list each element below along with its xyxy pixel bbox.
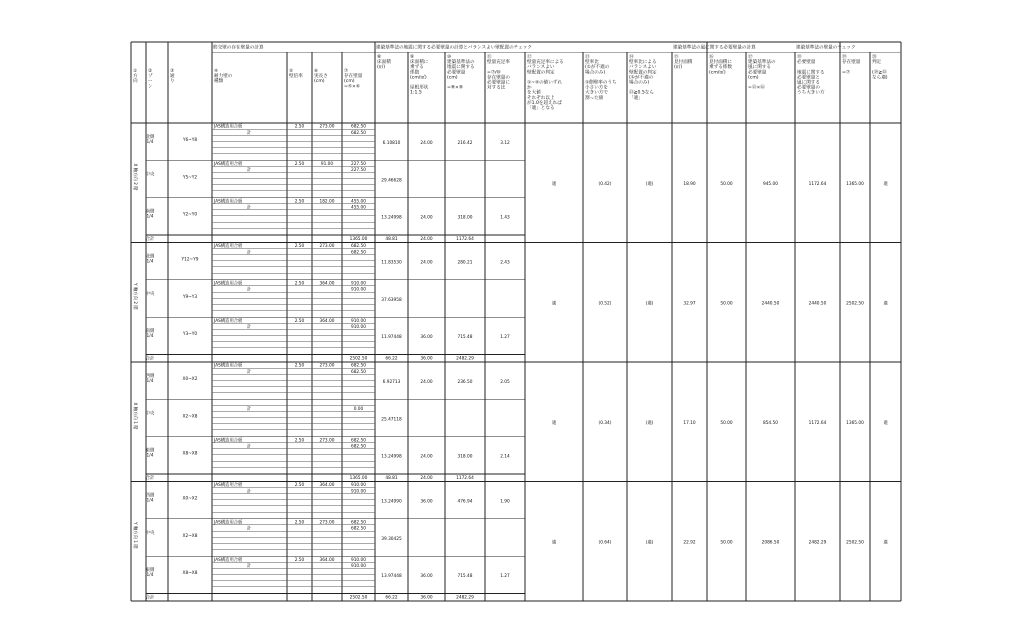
header-c18: 地震に関する: [797, 70, 825, 76]
total-wall-cell: 1365.00: [349, 236, 368, 242]
zone-name: 1/4: [146, 573, 154, 579]
axis-line-label: X8~X8: [182, 451, 198, 457]
header-c19: ⑲: [842, 55, 847, 60]
header-c18: うち大きい方: [797, 90, 825, 96]
axis-line-label: X0~X2: [182, 377, 198, 382]
header-c1: 方: [133, 74, 138, 80]
zone-name: 東側: [145, 448, 155, 454]
header-c14: ⑭: [629, 55, 634, 60]
required-max-cell: 2482.29: [808, 540, 827, 546]
wall-amount-cell: 682.50: [350, 124, 367, 130]
subtotal-label: 計: [246, 407, 252, 413]
header-c10: (cm): [447, 75, 458, 81]
zone-name: 中央: [145, 172, 155, 178]
subtotal-label: 計: [246, 526, 252, 532]
subtotal-cell: 0.00: [353, 407, 364, 413]
header-c1: 向: [133, 79, 138, 85]
header-c6: (cm): [314, 79, 325, 85]
header-c16: (cm/㎡): [709, 70, 726, 76]
front-area-cell: 32.97: [683, 301, 696, 307]
wall-ratio-cell: (0.34): [598, 421, 612, 426]
coef-cell: 36.00: [420, 335, 433, 341]
final-judge-cell: 適: [883, 182, 888, 187]
header-c18: 必要壁量の: [797, 85, 820, 91]
header-c5: 壁倍率: [289, 74, 303, 80]
wall-type-cell: JAS構造用合板: [214, 124, 243, 130]
multiplier-cell: 2.50: [294, 199, 305, 205]
header-c14: 壁率比による: [629, 60, 657, 66]
floor-area-cell: 6.92713: [382, 380, 401, 385]
header-c12: それぞれ以上: [527, 95, 555, 101]
header-c12: を大値: [527, 90, 541, 96]
required-cell: 216.42: [457, 141, 473, 146]
header-c13: 場合のみ): [585, 70, 606, 76]
header-c13: 小さい方を: [585, 85, 608, 91]
header-c11: 存在壁量の: [487, 75, 510, 81]
coef-cell: 24.00: [420, 141, 433, 146]
ratio-cell: 3.12: [500, 141, 510, 146]
total-area-cell: 66.22: [385, 595, 398, 601]
floor-area-cell: 29.46628: [381, 178, 402, 184]
header-c11: 壁量充足率: [487, 60, 510, 66]
wall-type-cell: JAS構造用合板: [214, 483, 243, 489]
header-c12: ⑫: [527, 55, 532, 60]
header-c16: 見付面積に: [709, 60, 732, 66]
axis-line-label: X0~X2: [182, 496, 198, 502]
header-c3: ③: [170, 69, 175, 74]
subtotal-cell: 910.00: [350, 489, 367, 495]
zone-name: 中央: [145, 411, 155, 417]
header-c10: 地震に関する: [447, 65, 475, 71]
header-c7: (cm): [344, 79, 355, 85]
header-c9: 床面積に: [410, 60, 429, 66]
header-c9: 係数: [410, 70, 420, 76]
header-c14: 場合のみ): [629, 80, 650, 86]
required-cell: 715.48: [457, 335, 473, 341]
wall-type-cell: JAS構造用合板: [214, 520, 243, 526]
floor-area-cell: 11.83530: [381, 260, 402, 266]
header-c12: 壁配置の判定: [527, 70, 555, 76]
total-coef-cell: 24.00: [420, 475, 433, 481]
subtotal-cell: 910.00: [350, 287, 367, 293]
subtotal-label: 計: [246, 130, 252, 136]
header-c8: 床面積: [377, 60, 391, 66]
wall-ratio-cell: (0.64): [598, 540, 612, 546]
header-c9: 1:1.5: [410, 90, 422, 96]
wall-type-cell: JAS構造用合板: [214, 438, 243, 444]
subtotal-label: 計: [246, 444, 252, 450]
wind-coef-cell: 50.00: [720, 421, 733, 426]
zone-name: 1/4: [146, 334, 154, 340]
total-required-cell: 2482.29: [456, 595, 474, 601]
length-cell: 273.00: [319, 520, 335, 526]
header-c17: (cm): [748, 75, 759, 81]
zone-name: 1/4: [146, 453, 154, 459]
ratio-cell: 1.43: [500, 215, 510, 221]
final-judge-cell: 適: [883, 540, 888, 546]
wall-ratio-cell: (0.42): [598, 182, 612, 187]
ratio-judge-cell: (適): [645, 182, 654, 187]
total-label: 合計: [145, 595, 155, 601]
header-c13: 大きい方で: [585, 90, 608, 96]
length-cell: 364.00: [319, 483, 335, 489]
subtotal-label: 計: [246, 168, 252, 174]
header-c18: ⑱: [797, 55, 802, 60]
subtotal-cell: 910.00: [350, 563, 367, 569]
floor-area-cell: 6.10810: [382, 141, 401, 146]
header-c7: 存在壁量: [344, 74, 363, 80]
balance-judge-cell: 適: [551, 421, 557, 426]
header-c17: ⑰: [748, 55, 753, 60]
ratio-judge-cell: (適): [645, 301, 654, 307]
required-max-cell: 1172.64: [808, 182, 827, 187]
zone-name: 西側: [145, 374, 155, 379]
length-cell: 273.00: [319, 124, 335, 130]
coef-cell: 24.00: [420, 380, 433, 385]
zone-name: 1/4: [146, 214, 154, 220]
length-cell: 182.00: [319, 199, 335, 205]
header-c8: (㎡): [377, 65, 386, 71]
wall-amount-cell: 455.00: [350, 199, 367, 205]
header-c14: (①が不適の: [629, 75, 654, 81]
floor-area-cell: 11.97448: [381, 335, 402, 341]
total-coef-cell: 24.00: [420, 236, 433, 242]
header-c12: か: [527, 85, 532, 91]
coef-cell: 36.00: [420, 499, 433, 505]
required-max-cell: 1172.64: [808, 421, 827, 426]
zone-name: 南側: [145, 209, 155, 215]
direction-label: Y 軸方向 2 階: [132, 283, 137, 310]
zone-name: 中央: [145, 291, 155, 297]
wind-required-cell: 2440.50: [761, 301, 780, 307]
header-c15: 見付面積: [674, 60, 693, 66]
header-c4: ④: [214, 69, 219, 74]
header-c16: ⑯: [709, 55, 714, 60]
balance-judge-cell: 適: [551, 301, 557, 307]
total-required-cell: 1172.64: [456, 475, 474, 481]
total-label: 合計: [145, 475, 155, 481]
header-c3: 通: [170, 74, 175, 80]
subtotal-label: 計: [246, 489, 252, 495]
wall-type-cell: JAS構造用合板: [214, 557, 243, 563]
header-c6: 実長さ: [314, 74, 328, 80]
length-cell: 273.00: [319, 363, 335, 369]
total-label: 合計: [145, 356, 155, 362]
header-c17: 建築基準法の: [748, 60, 776, 66]
direction-label: X 軸方向 1 階: [132, 402, 137, 430]
header-c10: 建築基準法の: [447, 60, 475, 66]
zone-name: 中央: [145, 530, 155, 536]
header-c15: ⑮: [674, 55, 679, 60]
subtotal-label: 計: [246, 250, 252, 256]
zone-name: 北側: [145, 135, 155, 140]
multiplier-cell: 2.50: [294, 318, 305, 324]
floor-area-cell: 13.24998: [381, 454, 402, 460]
final-judge-cell: 適: [883, 301, 888, 307]
header-c17: =⑮×⑯: [748, 85, 765, 91]
total-required-cell: 1172.64: [456, 236, 474, 242]
ratio-cell: 2.05: [500, 380, 510, 385]
header-c19: 存在壁量: [842, 60, 861, 66]
wall-type-cell: JAS構造用合板: [214, 199, 243, 205]
required-cell: 715.48: [457, 574, 473, 580]
header-group-title: 建築基準法の壁量のチェック: [796, 45, 856, 51]
header-c2: ゾ: [148, 74, 153, 80]
subtotal-cell: 227.50: [350, 168, 367, 174]
subtotal-cell: 682.50: [350, 444, 367, 450]
front-area-cell: 22.92: [683, 540, 696, 546]
length-cell: 364.00: [319, 318, 335, 324]
total-wall-cell: 2502.50: [349, 595, 368, 601]
header-c8: ⑧: [377, 55, 382, 60]
required-cell: 476.94: [457, 499, 473, 505]
zone-name: 西側: [145, 493, 155, 499]
floor-area-cell: 37.63958: [381, 297, 402, 303]
balance-judge-cell: 適: [551, 182, 557, 187]
header-c9: 乗ずる: [410, 65, 424, 71]
ratio-judge-cell: (適): [645, 540, 654, 546]
header-c20: ⑳: [872, 55, 877, 60]
axis-line-label: Y12~Y9: [181, 257, 199, 263]
header-c17: 風に関する: [748, 65, 771, 71]
wall-ratio-cell: (0.52): [598, 301, 612, 307]
axis-line-label: Y5~Y2: [182, 175, 198, 181]
header-c12: バランスよい: [527, 65, 555, 71]
total-area-cell: 48.81: [385, 475, 398, 481]
existing-wall-cell: 1365.00: [846, 182, 864, 187]
length-cell: 273.00: [319, 438, 335, 444]
total-coef-cell: 36.00: [420, 595, 433, 601]
header-c12: ①~④の値いずれ: [527, 80, 563, 86]
required-max-cell: 2440.50: [808, 301, 827, 307]
wall-amount-cell: 227.50: [350, 162, 367, 167]
table-grid: [131, 42, 901, 601]
wind-coef-cell: 50.00: [720, 301, 733, 307]
multiplier-cell: 2.50: [294, 557, 305, 563]
subtotal-label: 計: [246, 205, 252, 211]
wind-coef-cell: 50.00: [720, 182, 733, 187]
header-c2: ②: [148, 69, 153, 74]
wall-type-cell: JAS構造用合板: [214, 318, 243, 324]
header-c15: (㎡): [674, 65, 683, 71]
header-c7: ⑦: [344, 69, 349, 74]
length-cell: 273.00: [319, 244, 335, 250]
total-coef-cell: 36.00: [420, 356, 433, 362]
header-c3: り: [170, 79, 175, 85]
existing-wall-cell: 2502.50: [846, 540, 864, 546]
header-c12: 壁量充足率による: [527, 60, 564, 66]
header-c4: 種類: [214, 79, 224, 85]
header-c18: 必要壁量と: [797, 75, 820, 81]
zone-name: 北側: [145, 254, 155, 260]
subtotal-cell: 455.00: [350, 205, 367, 211]
ratio-cell: 2.43: [500, 260, 510, 266]
header-c14: 壁配置の判定: [629, 70, 657, 76]
wall-amount-cell: 682.50: [350, 363, 367, 369]
header-c14: ⑬≧0.5なら: [629, 90, 654, 96]
ratio-cell: 1.90: [500, 499, 510, 505]
wall-amount-cell: 682.50: [350, 520, 367, 526]
wall-amount-cell: 682.50: [350, 438, 367, 444]
header-c14: 「適」: [629, 95, 643, 101]
header-c13: ①側壁率のうち: [585, 80, 617, 86]
wall-amount-cell: 910.00: [350, 557, 367, 563]
subtotal-label: 計: [246, 324, 252, 330]
ratio-cell: 2.14: [500, 454, 510, 460]
header-c18: 風に関する: [797, 80, 820, 86]
floor-area-cell: 39.30425: [381, 536, 402, 542]
header-c6: ⑥: [314, 69, 319, 74]
floor-area-cell: 13.24990: [381, 499, 402, 505]
length-cell: 364.00: [319, 281, 335, 287]
coef-cell: 24.00: [420, 215, 433, 221]
zone-name: 1/4: [146, 259, 154, 265]
subtotal-cell: 682.50: [350, 526, 367, 532]
floor-area-cell: 25.47118: [381, 417, 402, 423]
multiplier-cell: 2.50: [294, 438, 305, 444]
header-c5: ⑤: [289, 69, 294, 74]
coef-cell: 36.00: [420, 574, 433, 580]
subtotal-cell: 682.50: [350, 369, 367, 375]
wall-type-cell: JAS構造用合板: [214, 244, 243, 250]
wind-required-cell: 2086.50: [761, 540, 780, 546]
header-c20: なら適): [872, 75, 888, 81]
axis-line-label: Y3~Y0: [182, 332, 198, 338]
header-c11: ⑪: [487, 55, 492, 60]
wall-type-cell: JAS構造用合板: [214, 281, 243, 287]
required-cell: 280.21: [457, 260, 473, 266]
existing-wall-cell: 1365.00: [846, 421, 864, 426]
total-wall-cell: 1365.00: [349, 475, 368, 481]
total-area-cell: 48.81: [385, 236, 398, 242]
subtotal-cell: 910.00: [350, 324, 367, 330]
wall-type-cell: JAS構造用合板: [214, 162, 243, 167]
multiplier-cell: 2.50: [294, 244, 305, 250]
multiplier-cell: 2.50: [294, 363, 305, 369]
header-c7: =⑤×⑥: [344, 84, 360, 90]
header-c11: 対する比: [487, 85, 506, 91]
multiplier-cell: 2.50: [294, 483, 305, 489]
header-c19: =⑦: [842, 70, 850, 76]
multiplier-cell: 2.50: [294, 124, 305, 130]
header-c16: 乗ずる係数: [709, 65, 732, 71]
zone-name: 1/4: [146, 498, 154, 504]
header-c12: 「適」となる: [527, 106, 555, 111]
total-wall-cell: 2502.50: [349, 356, 368, 362]
wall-amount-cell: 910.00: [350, 318, 367, 324]
subtotal-cell: 682.50: [350, 250, 367, 256]
header-c18: 必要壁量: [797, 60, 816, 66]
header-c11: =⑦/⑩: [487, 70, 501, 76]
multiplier-cell: 2.50: [294, 520, 305, 526]
header-c13: (①が不適の: [585, 65, 610, 71]
axis-line-label: Y6~Y8: [182, 138, 198, 143]
header-c13: 割った値: [585, 95, 604, 101]
total-area-cell: 66.22: [385, 356, 398, 362]
subtotal-label: 計: [246, 563, 252, 569]
axis-line-label: X2~X8: [182, 533, 198, 539]
header-group-title: 筋交壁の存在壁量の計算: [213, 45, 264, 51]
header-c13: ⑬: [585, 55, 590, 60]
ratio-cell: 1.27: [500, 335, 510, 341]
axis-line-label: Y2~Y0: [182, 212, 198, 218]
header-group-title: 建築基準法の地震に関する必要壁量の計算とバランスよい壁配置のチェック: [376, 45, 532, 51]
zone-name: 1/4: [146, 379, 154, 384]
axis-line-label: X2~X8: [182, 414, 198, 420]
header-c10: =⑧×⑨: [447, 85, 463, 91]
floor-area-cell: 13.97448: [381, 574, 402, 580]
floor-area-cell: 13.24998: [381, 215, 402, 221]
length-cell: 91.00: [320, 162, 334, 167]
wind-required-cell: 945.00: [762, 182, 779, 187]
zone-name: 1/4: [146, 140, 154, 145]
required-cell: 318.00: [457, 454, 473, 460]
header-c17: 必要壁量: [748, 70, 767, 76]
header-c4: 耐力壁の: [214, 74, 233, 80]
length-cell: 364.00: [319, 557, 335, 563]
ratio-cell: 1.27: [500, 574, 510, 580]
subtotal-cell: 682.50: [350, 130, 367, 136]
header-c1: ①: [133, 69, 138, 74]
wall-amount-cell: 682.50: [350, 244, 367, 250]
wall-type-cell: JAS構造用合板: [214, 363, 243, 369]
header-c11: 必要壁量に: [487, 80, 510, 86]
total-label: 合計: [145, 236, 155, 242]
ratio-judge-cell: (適): [645, 421, 654, 426]
wall-amount-cell: 910.00: [350, 483, 367, 489]
front-area-cell: 18.90: [683, 182, 696, 187]
wind-coef-cell: 50.00: [720, 540, 733, 546]
wall-amount-cell: 910.00: [350, 281, 367, 287]
axis-line-label: X8~X8: [182, 571, 198, 577]
existing-wall-cell: 2502.50: [846, 301, 864, 307]
zone-name: 東側: [145, 568, 155, 574]
header-c2: ー: [148, 79, 153, 85]
header-c12: が1.0を超えれば: [527, 100, 562, 106]
required-cell: 236.50: [457, 380, 473, 385]
total-required-cell: 2482.29: [456, 356, 474, 362]
wind-required-cell: 854.50: [762, 421, 779, 426]
subtotal-label: 計: [246, 287, 252, 293]
balance-judge-cell: 適: [551, 540, 557, 546]
header-c9: (cm/㎡): [410, 75, 427, 81]
header-c2: ン: [148, 84, 153, 90]
coef-cell: 24.00: [420, 260, 433, 266]
header-c14: バランスよい: [629, 65, 657, 71]
direction-label: Y 軸方向 1 階: [132, 522, 137, 549]
subtotal-label: 計: [246, 369, 252, 375]
header-c20: 判定: [872, 60, 882, 66]
table-text: [132, 44, 888, 601]
header-group-title: 建築基準法の風に関する必要壁量の計算: [673, 45, 756, 51]
final-judge-cell: 適: [883, 421, 888, 426]
zone-name: 南側: [145, 329, 155, 335]
header-c20: (⑲≧⑱: [872, 70, 887, 76]
multiplier-cell: 2.50: [294, 281, 305, 287]
direction-label: X 軸方向 2 階: [132, 163, 137, 191]
required-cell: 318.00: [457, 215, 473, 221]
header-c10: 必要壁量: [447, 70, 466, 76]
header-c10: ⑩: [447, 55, 452, 60]
front-area-cell: 17.10: [683, 421, 696, 426]
axis-line-label: Y9~Y3: [182, 294, 198, 300]
header-c9: ⑨: [410, 55, 415, 60]
coef-cell: 24.00: [420, 454, 433, 460]
multiplier-cell: 2.50: [294, 162, 305, 167]
header-c13: 壁率比: [585, 60, 599, 66]
header-c9: 屋根形状: [410, 85, 429, 91]
